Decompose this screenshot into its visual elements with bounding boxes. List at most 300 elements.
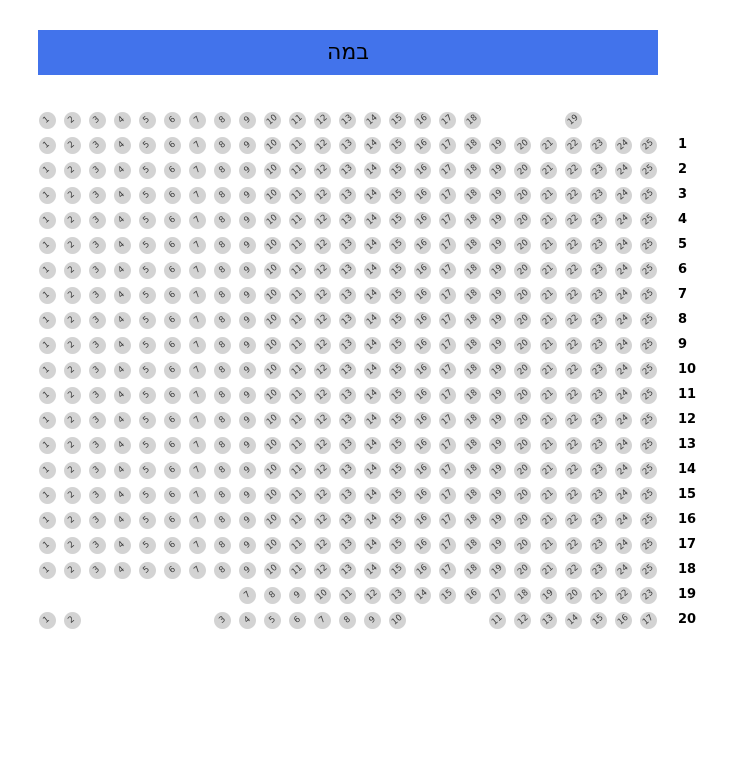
seat[interactable]: [239, 187, 256, 204]
seat[interactable]: [114, 287, 131, 304]
seat[interactable]: [339, 287, 356, 304]
seat[interactable]: [339, 437, 356, 454]
seat[interactable]: [89, 337, 106, 354]
seat[interactable]: [489, 337, 506, 354]
seat[interactable]: [339, 112, 356, 129]
seat[interactable]: [464, 387, 481, 404]
seat[interactable]: [640, 487, 657, 504]
seat[interactable]: [640, 262, 657, 279]
seat[interactable]: [114, 112, 131, 129]
seat[interactable]: [239, 287, 256, 304]
seat[interactable]: [39, 537, 56, 554]
seat[interactable]: [114, 337, 131, 354]
seat[interactable]: [414, 387, 431, 404]
seat[interactable]: [364, 237, 381, 254]
seat[interactable]: [64, 312, 81, 329]
seat[interactable]: [615, 587, 632, 604]
seat[interactable]: [590, 312, 607, 329]
seat[interactable]: [214, 337, 231, 354]
seat[interactable]: [164, 187, 181, 204]
seat[interactable]: [640, 137, 657, 154]
seat[interactable]: [189, 187, 206, 204]
seat[interactable]: [39, 362, 56, 379]
seat[interactable]: [489, 287, 506, 304]
seat[interactable]: [439, 112, 456, 129]
seat[interactable]: [214, 312, 231, 329]
seat[interactable]: [364, 287, 381, 304]
seat[interactable]: [514, 312, 531, 329]
seat[interactable]: [239, 537, 256, 554]
seat[interactable]: [464, 287, 481, 304]
seat[interactable]: [89, 137, 106, 154]
seat[interactable]: [414, 412, 431, 429]
seat[interactable]: [615, 312, 632, 329]
seat[interactable]: [540, 412, 557, 429]
seat[interactable]: [39, 112, 56, 129]
seat[interactable]: [64, 287, 81, 304]
seat[interactable]: [239, 412, 256, 429]
seat[interactable]: [414, 462, 431, 479]
seat[interactable]: [214, 112, 231, 129]
seat[interactable]: [39, 187, 56, 204]
seat[interactable]: [264, 362, 281, 379]
seat[interactable]: [239, 312, 256, 329]
seat[interactable]: [615, 137, 632, 154]
seat[interactable]: [89, 212, 106, 229]
seat[interactable]: [264, 387, 281, 404]
seat[interactable]: [565, 462, 582, 479]
seat[interactable]: [590, 337, 607, 354]
seat[interactable]: [339, 162, 356, 179]
seat[interactable]: [489, 362, 506, 379]
seat[interactable]: [590, 387, 607, 404]
seat[interactable]: [615, 612, 632, 629]
seat[interactable]: [439, 137, 456, 154]
seat[interactable]: [164, 412, 181, 429]
seat[interactable]: [414, 137, 431, 154]
seat[interactable]: [565, 187, 582, 204]
seat[interactable]: [189, 487, 206, 504]
seat[interactable]: [264, 437, 281, 454]
seat[interactable]: [565, 287, 582, 304]
seat[interactable]: [389, 212, 406, 229]
seat[interactable]: [114, 137, 131, 154]
seat[interactable]: [615, 512, 632, 529]
seat[interactable]: [39, 262, 56, 279]
seat[interactable]: [615, 437, 632, 454]
seat[interactable]: [264, 487, 281, 504]
seat[interactable]: [464, 512, 481, 529]
seat[interactable]: [464, 162, 481, 179]
seat[interactable]: [339, 337, 356, 354]
seat[interactable]: [439, 187, 456, 204]
seat[interactable]: [39, 237, 56, 254]
seat[interactable]: [214, 487, 231, 504]
seat[interactable]: [590, 537, 607, 554]
seat[interactable]: [64, 262, 81, 279]
seat[interactable]: [514, 487, 531, 504]
seat[interactable]: [39, 337, 56, 354]
seat[interactable]: [264, 337, 281, 354]
seat[interactable]: [314, 237, 331, 254]
seat[interactable]: [214, 212, 231, 229]
seat[interactable]: [239, 512, 256, 529]
seat[interactable]: [89, 287, 106, 304]
seat[interactable]: [214, 437, 231, 454]
seat[interactable]: [189, 337, 206, 354]
seat[interactable]: [514, 187, 531, 204]
seat[interactable]: [189, 312, 206, 329]
seat[interactable]: [139, 162, 156, 179]
seat[interactable]: [640, 512, 657, 529]
seat[interactable]: [314, 512, 331, 529]
seat[interactable]: [189, 137, 206, 154]
seat[interactable]: [339, 562, 356, 579]
seat[interactable]: [464, 137, 481, 154]
seat[interactable]: [489, 412, 506, 429]
seat[interactable]: [540, 312, 557, 329]
seat[interactable]: [414, 112, 431, 129]
seat[interactable]: [439, 512, 456, 529]
seat[interactable]: [414, 212, 431, 229]
seat[interactable]: [540, 512, 557, 529]
seat[interactable]: [540, 287, 557, 304]
seat[interactable]: [540, 162, 557, 179]
seat[interactable]: [439, 412, 456, 429]
seat[interactable]: [114, 512, 131, 529]
seat[interactable]: [64, 362, 81, 379]
seat[interactable]: [314, 212, 331, 229]
seat[interactable]: [615, 187, 632, 204]
seat[interactable]: [389, 262, 406, 279]
seat[interactable]: [464, 337, 481, 354]
seat[interactable]: [590, 262, 607, 279]
seat[interactable]: [139, 112, 156, 129]
seat[interactable]: [139, 387, 156, 404]
seat[interactable]: [89, 162, 106, 179]
seat[interactable]: [189, 462, 206, 479]
seat[interactable]: [565, 162, 582, 179]
seat[interactable]: [339, 212, 356, 229]
seat[interactable]: [289, 512, 306, 529]
seat[interactable]: [389, 137, 406, 154]
seat[interactable]: [339, 137, 356, 154]
seat[interactable]: [289, 162, 306, 179]
seat[interactable]: [289, 537, 306, 554]
seat[interactable]: [364, 112, 381, 129]
seat[interactable]: [464, 487, 481, 504]
seat[interactable]: [364, 462, 381, 479]
seat[interactable]: [289, 437, 306, 454]
seat[interactable]: [565, 437, 582, 454]
seat[interactable]: [565, 562, 582, 579]
seat[interactable]: [364, 537, 381, 554]
seat[interactable]: [264, 262, 281, 279]
seat[interactable]: [364, 362, 381, 379]
seat[interactable]: [214, 562, 231, 579]
seat[interactable]: [264, 562, 281, 579]
seat[interactable]: [239, 387, 256, 404]
seat[interactable]: [314, 387, 331, 404]
seat[interactable]: [314, 412, 331, 429]
seat[interactable]: [489, 437, 506, 454]
seat[interactable]: [189, 237, 206, 254]
seat[interactable]: [514, 137, 531, 154]
seat[interactable]: [39, 387, 56, 404]
seat[interactable]: [164, 237, 181, 254]
seat[interactable]: [139, 487, 156, 504]
seat[interactable]: [439, 562, 456, 579]
seat[interactable]: [164, 462, 181, 479]
seat[interactable]: [514, 587, 531, 604]
seat[interactable]: [339, 187, 356, 204]
seat[interactable]: [214, 412, 231, 429]
seat[interactable]: [364, 437, 381, 454]
seat[interactable]: [189, 362, 206, 379]
seat[interactable]: [364, 612, 381, 629]
seat[interactable]: [489, 537, 506, 554]
seat[interactable]: [189, 512, 206, 529]
seat[interactable]: [364, 212, 381, 229]
seat[interactable]: [364, 587, 381, 604]
seat[interactable]: [389, 412, 406, 429]
seat[interactable]: [389, 237, 406, 254]
seat[interactable]: [414, 537, 431, 554]
seat[interactable]: [640, 412, 657, 429]
seat[interactable]: [164, 387, 181, 404]
seat[interactable]: [114, 437, 131, 454]
seat[interactable]: [214, 612, 231, 629]
seat[interactable]: [640, 537, 657, 554]
seat[interactable]: [414, 562, 431, 579]
seat[interactable]: [590, 487, 607, 504]
seat[interactable]: [164, 262, 181, 279]
seat[interactable]: [439, 162, 456, 179]
seat[interactable]: [439, 212, 456, 229]
seat[interactable]: [540, 387, 557, 404]
seat[interactable]: [590, 137, 607, 154]
seat[interactable]: [640, 462, 657, 479]
seat[interactable]: [464, 187, 481, 204]
seat[interactable]: [189, 437, 206, 454]
seat[interactable]: [364, 137, 381, 154]
seat[interactable]: [640, 162, 657, 179]
seat[interactable]: [640, 562, 657, 579]
seat[interactable]: [214, 537, 231, 554]
seat[interactable]: [239, 437, 256, 454]
seat[interactable]: [264, 287, 281, 304]
seat[interactable]: [514, 287, 531, 304]
seat[interactable]: [239, 362, 256, 379]
seat[interactable]: [339, 612, 356, 629]
seat[interactable]: [514, 612, 531, 629]
seat[interactable]: [139, 337, 156, 354]
seat[interactable]: [339, 412, 356, 429]
seat[interactable]: [514, 412, 531, 429]
seat[interactable]: [590, 187, 607, 204]
seat[interactable]: [164, 312, 181, 329]
seat[interactable]: [114, 262, 131, 279]
seat[interactable]: [264, 587, 281, 604]
seat[interactable]: [39, 512, 56, 529]
seat[interactable]: [239, 262, 256, 279]
seat[interactable]: [114, 487, 131, 504]
seat[interactable]: [314, 437, 331, 454]
seat[interactable]: [389, 537, 406, 554]
seat[interactable]: [540, 362, 557, 379]
seat[interactable]: [565, 337, 582, 354]
seat[interactable]: [514, 437, 531, 454]
seat[interactable]: [439, 537, 456, 554]
seat[interactable]: [139, 412, 156, 429]
seat[interactable]: [289, 387, 306, 404]
seat[interactable]: [39, 562, 56, 579]
seat[interactable]: [264, 612, 281, 629]
seat[interactable]: [314, 162, 331, 179]
seat[interactable]: [189, 112, 206, 129]
seat[interactable]: [314, 312, 331, 329]
seat[interactable]: [164, 287, 181, 304]
seat[interactable]: [565, 512, 582, 529]
seat[interactable]: [615, 362, 632, 379]
seat[interactable]: [464, 587, 481, 604]
seat[interactable]: [640, 287, 657, 304]
seat[interactable]: [615, 487, 632, 504]
seat[interactable]: [364, 512, 381, 529]
seat[interactable]: [640, 337, 657, 354]
seat[interactable]: [289, 362, 306, 379]
seat[interactable]: [264, 512, 281, 529]
seat[interactable]: [89, 437, 106, 454]
seat[interactable]: [64, 412, 81, 429]
seat[interactable]: [464, 262, 481, 279]
seat[interactable]: [114, 462, 131, 479]
seat[interactable]: [289, 212, 306, 229]
seat[interactable]: [314, 587, 331, 604]
seat[interactable]: [264, 537, 281, 554]
seat[interactable]: [489, 262, 506, 279]
seat[interactable]: [89, 362, 106, 379]
seat[interactable]: [89, 312, 106, 329]
seat[interactable]: [414, 587, 431, 604]
seat[interactable]: [489, 612, 506, 629]
seat[interactable]: [590, 512, 607, 529]
seat[interactable]: [64, 337, 81, 354]
seat[interactable]: [540, 437, 557, 454]
seat[interactable]: [139, 287, 156, 304]
seat[interactable]: [590, 587, 607, 604]
seat[interactable]: [64, 237, 81, 254]
seat[interactable]: [164, 562, 181, 579]
seat[interactable]: [640, 387, 657, 404]
seat[interactable]: [514, 462, 531, 479]
seat[interactable]: [289, 287, 306, 304]
seat[interactable]: [89, 412, 106, 429]
seat[interactable]: [189, 412, 206, 429]
seat[interactable]: [314, 112, 331, 129]
seat[interactable]: [239, 112, 256, 129]
seat[interactable]: [615, 162, 632, 179]
seat[interactable]: [64, 537, 81, 554]
seat[interactable]: [239, 612, 256, 629]
seat[interactable]: [214, 162, 231, 179]
seat[interactable]: [314, 362, 331, 379]
seat[interactable]: [439, 587, 456, 604]
seat[interactable]: [439, 262, 456, 279]
seat[interactable]: [615, 462, 632, 479]
seat[interactable]: [514, 262, 531, 279]
seat[interactable]: [139, 512, 156, 529]
seat[interactable]: [239, 487, 256, 504]
seat[interactable]: [339, 237, 356, 254]
seat[interactable]: [64, 112, 81, 129]
seat[interactable]: [514, 237, 531, 254]
seat[interactable]: [89, 112, 106, 129]
seat[interactable]: [364, 412, 381, 429]
seat[interactable]: [164, 537, 181, 554]
seat[interactable]: [364, 262, 381, 279]
seat[interactable]: [89, 237, 106, 254]
seat[interactable]: [489, 162, 506, 179]
seat[interactable]: [640, 437, 657, 454]
seat[interactable]: [590, 612, 607, 629]
seat[interactable]: [189, 562, 206, 579]
seat[interactable]: [139, 262, 156, 279]
seat[interactable]: [239, 137, 256, 154]
seat[interactable]: [64, 137, 81, 154]
seat[interactable]: [314, 462, 331, 479]
seat[interactable]: [189, 262, 206, 279]
seat[interactable]: [615, 537, 632, 554]
seat[interactable]: [214, 512, 231, 529]
seat[interactable]: [89, 537, 106, 554]
seat[interactable]: [239, 587, 256, 604]
seat[interactable]: [139, 362, 156, 379]
seat[interactable]: [239, 562, 256, 579]
seat[interactable]: [364, 487, 381, 504]
seat[interactable]: [389, 112, 406, 129]
seat[interactable]: [565, 612, 582, 629]
seat[interactable]: [565, 262, 582, 279]
seat[interactable]: [189, 287, 206, 304]
seat[interactable]: [114, 537, 131, 554]
seat[interactable]: [514, 537, 531, 554]
seat[interactable]: [314, 287, 331, 304]
seat[interactable]: [439, 362, 456, 379]
seat[interactable]: [39, 287, 56, 304]
seat[interactable]: [439, 387, 456, 404]
seat[interactable]: [139, 462, 156, 479]
seat[interactable]: [264, 412, 281, 429]
seat[interactable]: [565, 487, 582, 504]
seat[interactable]: [314, 487, 331, 504]
seat[interactable]: [364, 162, 381, 179]
seat[interactable]: [464, 237, 481, 254]
seat[interactable]: [339, 512, 356, 529]
seat[interactable]: [439, 337, 456, 354]
seat[interactable]: [64, 512, 81, 529]
seat[interactable]: [464, 562, 481, 579]
seat[interactable]: [514, 362, 531, 379]
seat[interactable]: [615, 387, 632, 404]
seat[interactable]: [590, 437, 607, 454]
seat[interactable]: [540, 187, 557, 204]
seat[interactable]: [289, 112, 306, 129]
seat[interactable]: [339, 462, 356, 479]
seat[interactable]: [514, 512, 531, 529]
seat[interactable]: [214, 237, 231, 254]
seat[interactable]: [239, 337, 256, 354]
